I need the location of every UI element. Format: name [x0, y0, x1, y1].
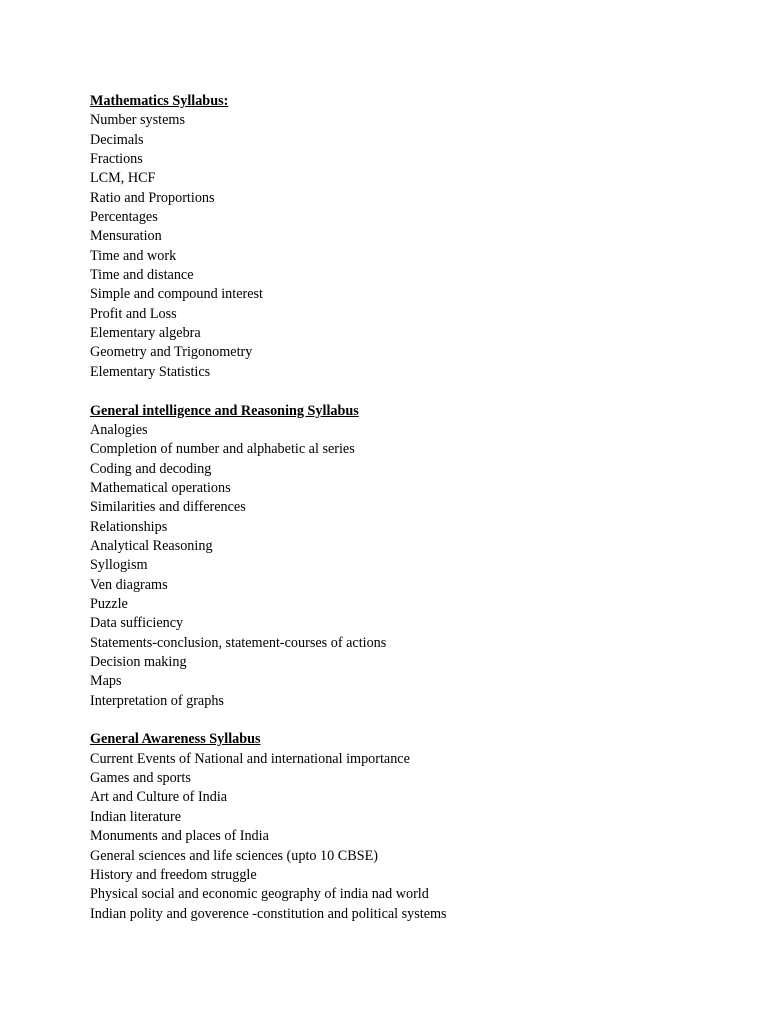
- list-item: Analogies: [90, 421, 148, 438]
- list-item: Profit and Loss: [90, 305, 177, 322]
- list-item: Geometry and Trigonometry: [90, 344, 253, 361]
- list-item: Syllogism: [90, 557, 148, 574]
- list-item: Mensuration: [90, 228, 162, 245]
- list-item: Decimals: [90, 131, 144, 148]
- list-item: Number systems: [90, 112, 185, 129]
- list-item: Time and distance: [90, 267, 194, 284]
- general-awareness-section: [90, 730, 710, 923]
- list-item: Indian polity and goverence -constitution and political systems: [90, 905, 447, 922]
- mathematics-section: [90, 92, 710, 382]
- reasoning-section: [90, 402, 710, 712]
- list-item: Ven diagrams: [90, 576, 168, 593]
- list-item: Mathematical operations: [90, 479, 231, 496]
- list-item: Monuments and places of India: [90, 828, 269, 845]
- mathematics-heading: Mathematics Syllabus:: [90, 93, 229, 109]
- general-awareness-heading: General Awareness Syllabus: [90, 731, 261, 748]
- list-item: Current Events of National and international importance: [90, 750, 410, 767]
- reasoning-heading: General intelligence and Reasoning Syllabus: [90, 402, 359, 419]
- list-item: Art and Culture of India: [90, 789, 228, 806]
- list-item: Fractions: [90, 151, 143, 168]
- list-item: Indian literature: [90, 808, 181, 825]
- general-awareness-topic-list: [90, 750, 710, 924]
- list-item: Simple and compound interest: [90, 286, 263, 303]
- list-item: Completion of number and alphabetic al series: [90, 441, 355, 458]
- list-item: Elementary algebra: [90, 325, 201, 342]
- list-item: Statements-conclusion, statement-courses of actions: [90, 634, 387, 651]
- list-item: Decision making: [90, 654, 187, 671]
- list-item: Interpretation of graphs: [90, 692, 224, 709]
- list-item: Coding and decoding: [90, 460, 212, 477]
- list-item: Percentages: [90, 209, 158, 226]
- list-item: Games and sports: [90, 770, 191, 787]
- list-item: General sciences and life sciences (upto 10 CBSE): [90, 847, 378, 864]
- list-item: LCM, HCF: [90, 170, 156, 187]
- mathematics-topic-list: [90, 111, 710, 382]
- list-item: Puzzle: [90, 595, 128, 612]
- list-item: Maps: [90, 673, 122, 690]
- list-item: Time and work: [90, 247, 177, 264]
- list-item: Analytical Reasoning: [90, 537, 213, 554]
- reasoning-topic-list: [90, 421, 710, 711]
- list-item: Relationships: [90, 518, 168, 535]
- list-item: Ratio and Proportions: [90, 189, 215, 206]
- list-item: Elementary Statistics: [90, 363, 211, 380]
- list-item: Data sufficiency: [90, 615, 184, 632]
- list-item: Physical social and economic geography of india nad world: [90, 886, 429, 903]
- list-item: History and freedom struggle: [90, 866, 257, 883]
- list-item: Similarities and differences: [90, 499, 246, 516]
- document-page: [90, 92, 710, 924]
